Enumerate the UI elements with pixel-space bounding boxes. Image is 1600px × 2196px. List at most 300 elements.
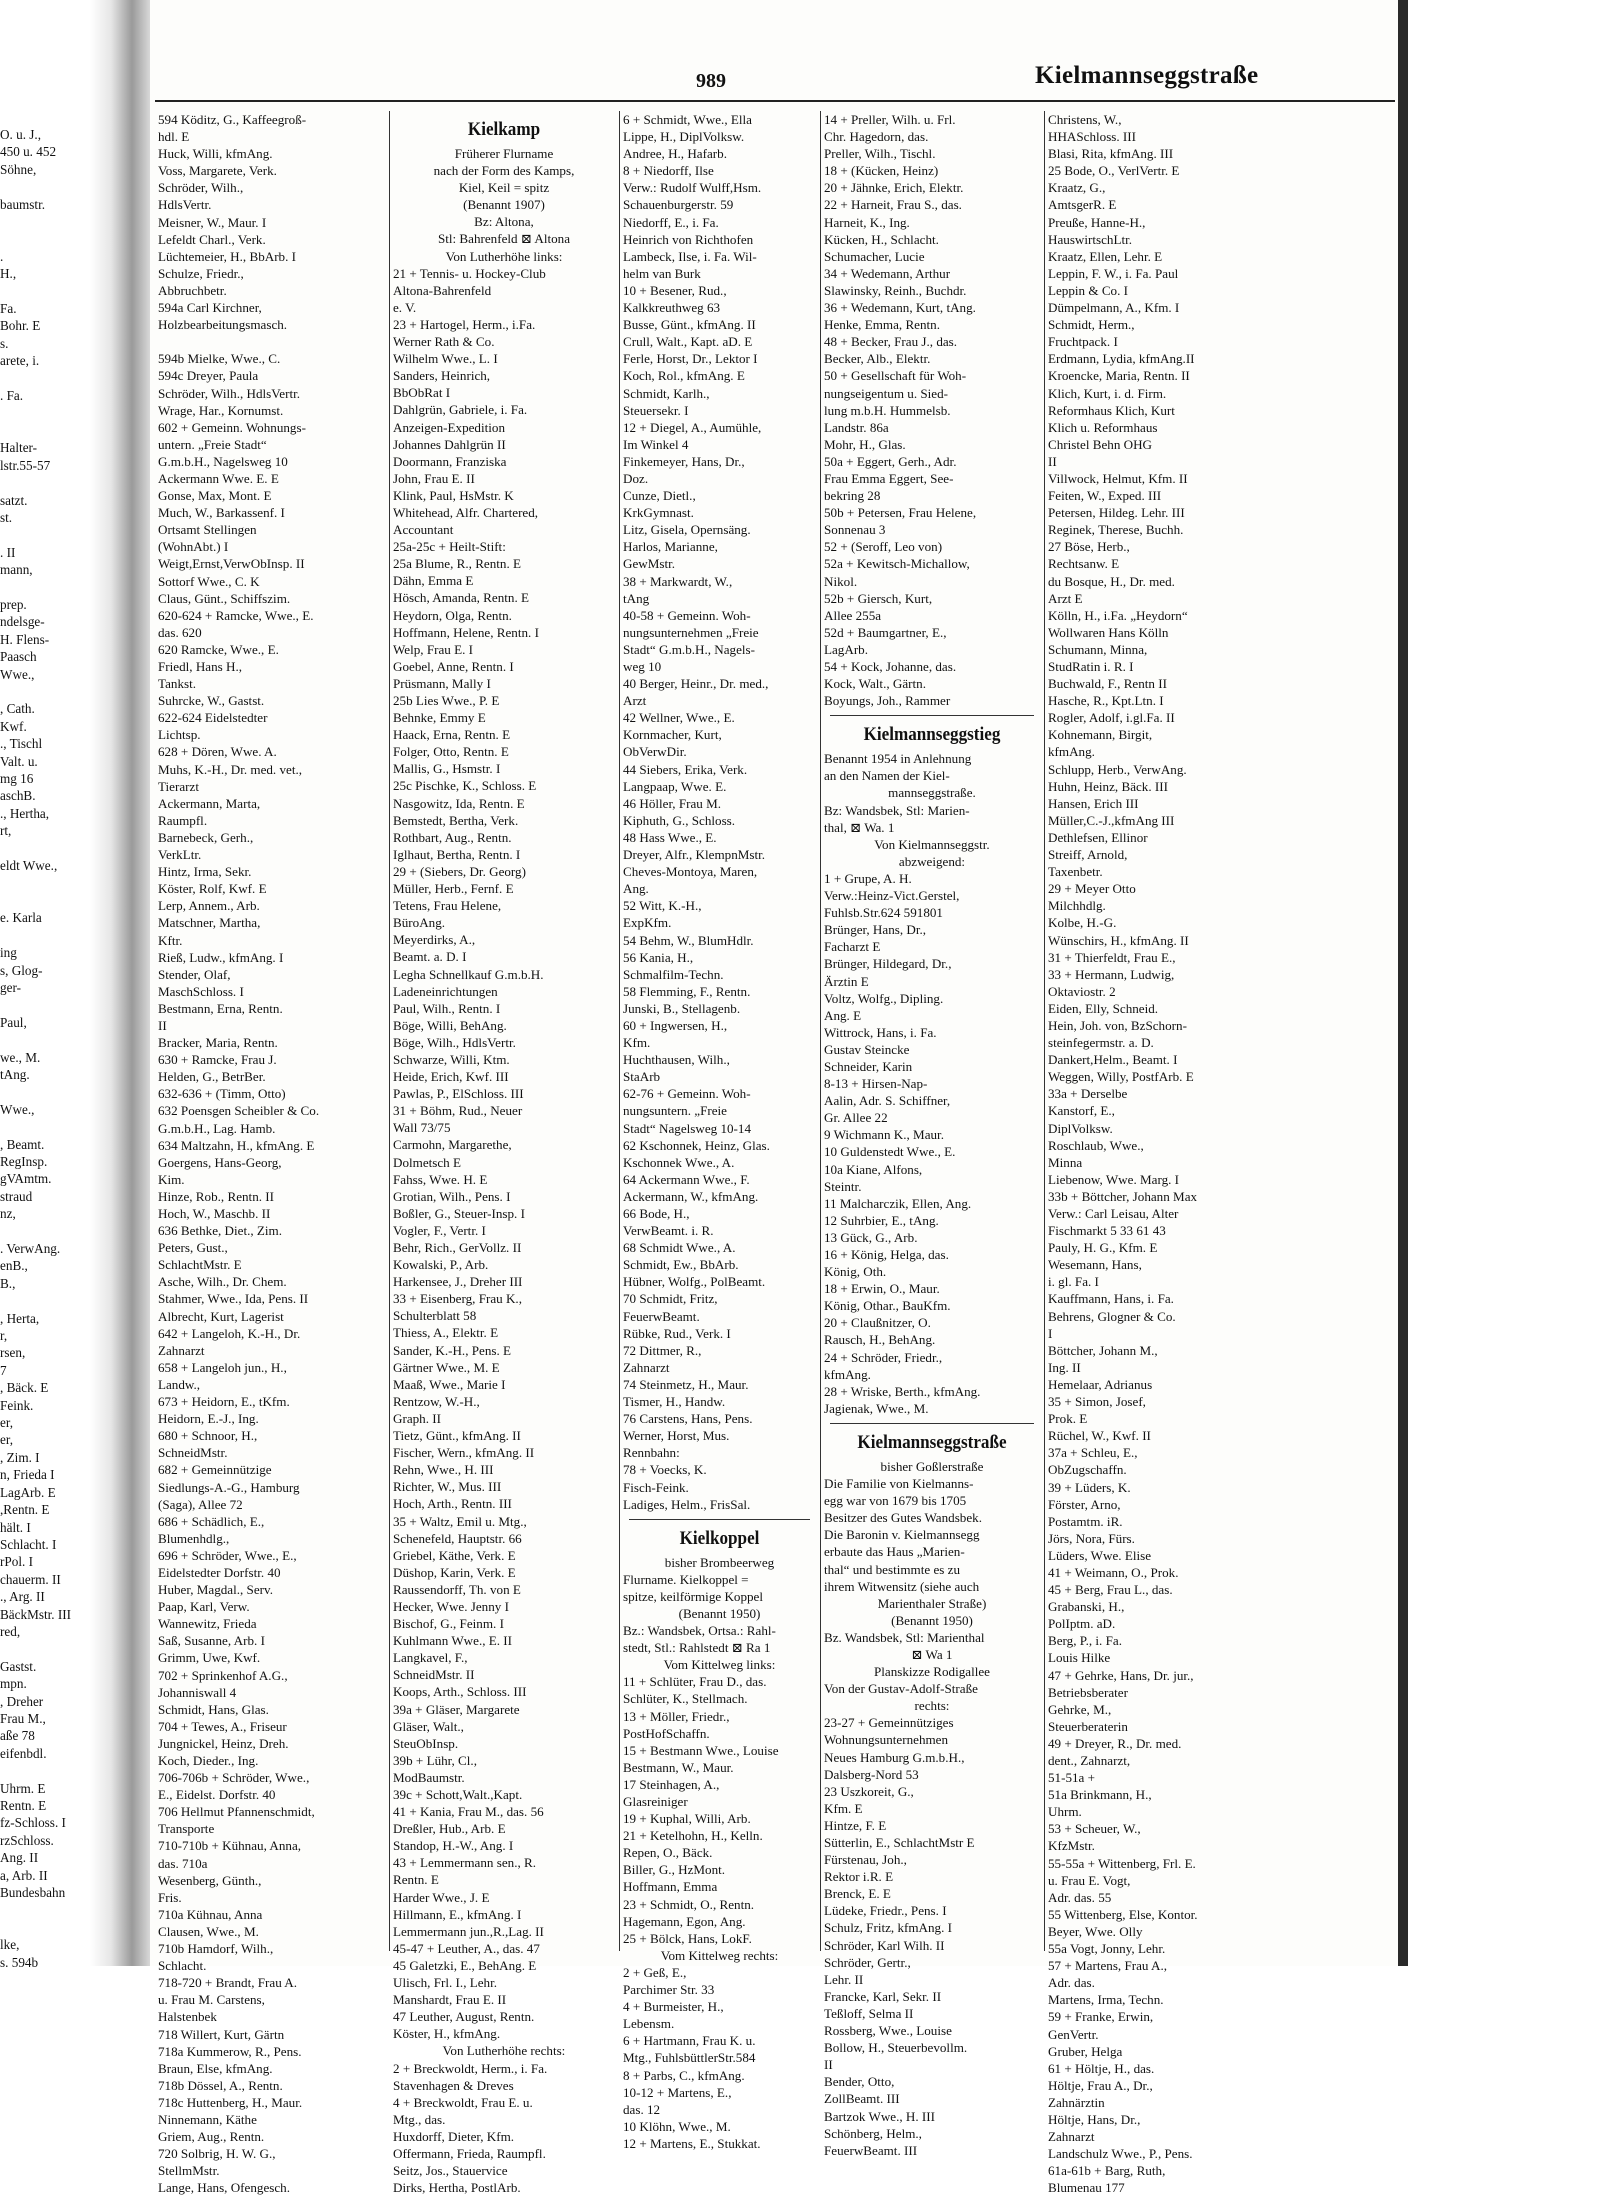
fragment-line: st. [0,509,13,525]
directory-entry: Berg, P., i. Fa. [1048,1633,1122,1649]
directory-entry: 33b + Böttcher, Johann Max [1048,1188,1198,1204]
street-note: rechts: [914,1698,950,1714]
directory-entry: 632-636 + (Timm, Otto) [158,1086,286,1102]
left-page-fragment [0,126,90,1970]
fragment-line [0,892,90,909]
directory-entry: 25 + Bölck, Hans, LokF. [623,1930,752,1946]
directory-entry: Wittrock, Hans, i. Fa. [824,1024,937,1040]
directory-entry: Hinze, Rob., Rentn. II [158,1188,275,1204]
directory-entry: Schmidt, Ew., BbArb. [623,1257,739,1273]
directory-entry: Steuerberaterin [1048,1718,1128,1734]
directory-entry: Jörs, Nora, Fürs. [1048,1530,1135,1546]
directory-entry: StudRatin i. R. I [1048,659,1134,674]
fragment-line: RegInsp. [0,1153,48,1169]
directory-entry: Kalkkreuthweg 63 [623,300,721,316]
fragment-line: Uhrm. E [0,1780,46,1796]
directory-entry: Ang. [623,881,649,897]
directory-entry: Becker, Alb., Elektr. [824,351,931,367]
directory-column-1 [158,111,384,2196]
fragment-line [0,1640,90,1657]
directory-entry: Gr. Allee 22 [824,1110,888,1126]
street-note: (Benannt 1950) [678,1605,761,1621]
directory-entry: Kornmacher, Kurt, [623,727,722,743]
directory-entry: 704 + Tewes, A., Friseur [158,1718,287,1734]
directory-entry: Seitz, Jos., Stauervice [393,2163,508,2179]
column-divider [820,111,821,1951]
directory-entry: Landstr. 86a [824,419,889,435]
directory-entry: Goergens, Hans-Georg, [158,1154,282,1170]
directory-entry: Heydorn, Olga, Rentn. [393,607,512,623]
directory-entry: Rüchel, W., Kwf. II [1048,1428,1151,1444]
directory-entry: spitze, keilförmige Koppel [623,1588,763,1604]
directory-entry: Richter, W., Mus. III [393,1479,502,1495]
directory-entry: 23 + Schmidt, O., Rentn. [623,1896,755,1912]
directory-entry: Klink, Paul, HsMstr. K [393,487,514,503]
directory-entry: Repen, O., Bäck. [623,1845,713,1861]
directory-entry: Matschner, Martha, [158,915,261,931]
fragment-line [0,840,90,857]
directory-entry: helm van Burk [623,265,701,281]
directory-entry: Fahss, Wwe. H. E [393,1171,488,1187]
directory-entry: Wilhelm Wwe., L. I [393,351,498,367]
directory-entry: Ferle, Horst, Dr., Lektor I [623,351,758,367]
directory-entry: Vogler, F., Vertr. I [393,1222,486,1238]
directory-entry: 15 + Bestmann Wwe., Louise [623,1742,779,1758]
fragment-line: Wwe., [0,666,35,682]
directory-entry: 642 + Langeloh, K.-H., Dr. [158,1325,301,1341]
directory-entry: steinfegermstr. a. D. [1048,1035,1154,1051]
directory-entry: 622-624 Eidelstedter [158,710,268,726]
directory-entry: 52a + Kewitsch-Michallow, [824,556,970,572]
directory-entry: 13 + Möller, Friedr., [623,1708,730,1724]
directory-entry: Petersen, Hildeg. Lehr. III [1048,505,1185,521]
fragment-line: mg 16 [0,771,34,787]
directory-entry: 710b Hamdorf, Wilh., [158,1941,274,1957]
street-note: Von Lutherhöhe rechts: [442,2043,566,2059]
directory-entry: Stavenhagen & Dreves [393,2077,514,2093]
directory-entry: 47 Leuther, August, Rentn. [393,2009,535,2025]
directory-entry: Im Winkel 4 [623,436,689,452]
directory-entry: 602 + Gemeinn. Wohnungs- [158,419,306,435]
directory-entry: Stadt“ G.m.b.H., Nagels- [623,641,756,657]
directory-entry: ObVerwDir. [623,744,687,760]
directory-entry: Haack, Erna, Rentn. E [393,727,511,743]
directory-entry: StaArb [623,1069,661,1085]
directory-entry: Henke, Emma, Rentn. [824,317,940,333]
directory-entry: 630 + Ramcke, Frau J. [158,1052,277,1068]
directory-entry: 33 + Eisenberg, Frau K., [393,1291,522,1307]
directory-entry: Wrage, Har., Kornumst. [158,402,284,418]
directory-entry: Huchthausen, Wilh., [623,1052,730,1068]
directory-entry: tAng [623,590,650,606]
fragment-line: BäckMstr. III [0,1606,72,1622]
directory-entry: Christens, W., [1048,112,1122,127]
directory-entry: Blumenau 177 [1048,2180,1125,2196]
directory-entry: Bz.: Wandsbek, Ortsa.: Rahl- [623,1623,776,1639]
directory-entry: Lüders, Wwe. Elise [1048,1547,1152,1563]
running-head: Kielmannseggstraße [1035,62,1259,89]
directory-entry: Kraatz, G., [1048,180,1106,196]
directory-entry: 39c + Schott,Walt.,Kapt. [393,1787,523,1802]
directory-entry: Heidorn, E.-J., Ing. [158,1411,259,1427]
directory-entry: Transporte [158,1821,215,1837]
directory-entry: Wesenberg, Günth., [158,1872,262,1888]
directory-entry: Fischer, Wern., kfmAng. II [393,1445,535,1461]
directory-entry: Rothbart, Aug., Rentn. [393,829,512,845]
fragment-line: er, [0,1415,14,1431]
directory-entry: 52b + Giersch, Kurt, [824,590,933,606]
directory-entry: Lüdeke, Friedr., Pens. I [824,1903,947,1919]
fragment-line: ing [0,945,17,961]
directory-entry: Saß, Susanne, Arb. I [158,1633,265,1649]
directory-entry: Dirks, Hertha, PostlArb. [393,2180,521,2196]
fragment-line: er, [0,1432,14,1448]
directory-entry: Much, W., Barkassenf. I [158,505,285,521]
book-gutter [90,0,150,1966]
fragment-line: s. 594b [0,1954,39,1970]
directory-entry: 45-47 + Leuther, A., das. 47 [393,1940,540,1956]
directory-entry: Lefeldt Charl., Verk. [158,231,266,247]
directory-entry: Köster, H., kfmAng. [393,2026,501,2042]
directory-entry: Martens, Irma, Techn. [1048,1992,1164,2008]
directory-entry: Hansen, Erich III [1048,795,1139,811]
page-number: 989 [696,70,726,92]
directory-entry: Benannt 1954 in Anlehnung [824,751,972,767]
directory-entry: Ing. II [1048,1359,1081,1375]
fragment-line [0,230,90,247]
directory-entry: Eiden, Elly, Schneid. [1048,1000,1159,1016]
directory-entry: Brünger, Hans, Dr., [824,922,927,938]
directory-entry: Oktaviostr. 2 [1048,983,1116,999]
directory-entry: 720 Solbrig, H. W. G., [158,2146,276,2162]
street-note: (Benannt 1950) [891,1612,973,1628]
directory-entry: Schwarze, Willi, Ktm. [393,1051,510,1067]
directory-entry: 25b Lies Wwe., P. E [393,693,500,708]
directory-entry: Muhs, K.-H., Dr. med. vet., [158,761,303,777]
section-rule [830,1423,1034,1424]
directory-entry: Gruber, Helga [1048,2043,1123,2059]
directory-entry: Voss, Margarete, Verk. [158,163,277,179]
directory-entry: 620-624 + Ramcke, Wwe., E. [158,607,314,623]
directory-entry: Kfm. E [824,1800,863,1816]
directory-entry: Klich u. Reformhaus [1048,419,1158,435]
directory-entry: G.m.b.H., Lag. Hamb. [158,1120,276,1136]
fragment-line: we., M. [0,1049,41,1065]
directory-entry: Koch, Dieder., Ing. [158,1753,259,1768]
street-note: (Benannt 1907) [463,197,545,213]
directory-entry: Koops, Arth., Schloss. III [393,1684,527,1700]
directory-entry: Koch, Rol., kfmAng. E [623,368,745,384]
directory-entry: Lange, Hans, Ofengesch. [158,2180,290,2196]
directory-entry: 4 + Breckwoldt, Frau E. u. [393,2094,533,2110]
directory-entry: Preuße, Hanne-H., [1048,214,1146,230]
directory-entry: Böge, Wilh., HdlsVertr. [393,1034,516,1050]
directory-entry: Ackermann, W., kfmAng. [623,1188,759,1204]
fragment-line [0,405,90,422]
fragment-line: mann, [0,562,33,578]
street-note: bisher Goßlerstraße [880,1458,984,1474]
directory-entry: Thiess, A., Elektr. E [393,1325,499,1341]
fragment-line: Söhne, [0,161,37,177]
directory-entry: Claus, Günt., Schiffszim. [158,590,291,606]
directory-entry: Rausch, H., BehAng. [824,1332,936,1348]
directory-entry: 8-13 + Hirsen-Nap- [824,1076,928,1092]
fragment-line: ., Hertha, [0,805,50,821]
directory-entry: Fürstenau, Joh., [824,1852,907,1868]
directory-entry: Lichtsp. [158,727,201,743]
directory-entry: Griem, Aug., Rentn. [158,2129,265,2145]
directory-entry: 61a-61b + Barg, Ruth, [1048,2163,1166,2179]
directory-entry: Adr. das. 55 [1048,1889,1112,1905]
directory-entry: Tetens, Frau Helene, [393,898,502,914]
street-note: nach der Form des Kamps, [433,163,575,179]
directory-entry: 594b Mielke, Wwe., C. [158,351,281,367]
fragment-line: red, [0,1623,21,1639]
fragment-line: gVAmtm. [0,1171,52,1187]
directory-entry: 25c Pischke, K., Schloss. E [393,778,537,794]
street-note: bisher Brombeerweg [664,1554,775,1570]
directory-entry: Stadt“ Nagelsweg 10-14 [623,1120,751,1136]
directory-entry: Feiten, W., Exped. III [1048,488,1162,504]
directory-entry: Wannewitz, Frieda [158,1616,257,1632]
directory-entry: Clausen, Wwe., M. [158,1923,259,1939]
directory-entry: 8 + Parbs, C., kfmAng. [623,2067,745,2083]
fragment-line: Bohr. E [0,318,41,334]
fragment-line: Kwf. [0,718,27,734]
directory-entry: Landschulz Wwe., P., Pens. [1048,2146,1193,2162]
directory-entry: Helden, G., BetrBer. [158,1069,266,1085]
directory-entry: Doormann, Franziska [393,453,507,469]
directory-entry: Grabanski, H., [1048,1599,1125,1615]
directory-entry: Asche, Wilh., Dr. Chem. [158,1274,287,1290]
directory-entry: Hecker, Wwe. Jenny I [393,1598,509,1614]
directory-entry: 51a Brinkmann, H., [1048,1787,1152,1803]
directory-entry: Huhn, Heinz, Bäck. III [1048,778,1168,794]
directory-entry: Crull, Walt., Kapt. aD. E [623,334,753,350]
fragment-line: Gastst. [0,1658,37,1674]
directory-entry: 718b Dössel, A., Rentn. [158,2077,283,2093]
fragment-line: nz, [0,1206,16,1222]
directory-entry: ModBaumstr. [393,1769,465,1785]
directory-entry: 40-58 + Gemeinn. Woh- [623,607,751,623]
directory-entry: Preller, Wilh., Tischl. [824,146,936,162]
section-rule [629,1519,810,1520]
directory-entry: Lemmermann jun.,R.,Lag. II [393,1923,544,1939]
directory-entry: ObZugschaffn. [1048,1462,1127,1478]
directory-entry: Dreßler, Hub., Arb. E [393,1821,506,1837]
directory-entry: Iglhaut, Bertha, Rentn. I [393,846,521,862]
directory-entry: Schulz, Fritz, kfmAng. I [824,1920,953,1936]
directory-entry: 41 + Kania, Frau M., das. 56 [393,1804,544,1820]
directory-entry: 60 + Ingwersen, H., [623,1017,728,1033]
directory-entry: Sonnenau 3 [824,522,886,538]
directory-entry: Liebenow, Wwe. Marg. I [1048,1171,1180,1187]
directory-entry: Rentzow, W.-H., [393,1393,480,1409]
directory-entry: Christel Behn OHG [1048,436,1153,452]
directory-entry: (Saga), Allee 72 [158,1496,243,1512]
directory-entry: Klich, Kurt, i. d. Firm. [1048,385,1167,401]
directory-entry: Huck, Willi, kfmAng. [158,146,273,162]
directory-entry: Bollow, H., Steuerbevollm. [824,2040,968,2056]
directory-entry: Huber, Magdal., Serv. [158,1582,273,1598]
fragment-line: aße 78 [0,1728,35,1744]
directory-entry: 35 + Waltz, Emil u. Mtg., [393,1513,527,1529]
directory-entry: Dahlgrün, Gabriele, i. Fa. [393,402,528,418]
fragment-line: a, Arb. II [0,1867,48,1883]
fragment-line: mpn. [0,1676,27,1692]
directory-entry: Hoffmann, Helene, Rentn. I [393,624,539,640]
directory-entry: GenVertr. [1048,2026,1099,2042]
directory-entry: Wollwaren Hans Kölln [1048,624,1169,640]
directory-entry: Siedlungs-A.-G., Hamburg [158,1479,300,1495]
directory-entry: Boßler, G., Steuer-Insp. I [393,1205,525,1221]
directory-entry: dent., Zahnarzt, [1048,1753,1131,1768]
fragment-line: . VerwAng. [0,1241,61,1256]
fragment-line: . Fa. [0,388,24,404]
directory-entry: Hübner, Wolfg., PolBeamt. [623,1274,766,1290]
fragment-line: rzSchloss. [0,1832,54,1848]
directory-entry: Steintr. [824,1178,862,1194]
directory-entry: Schulze, Friedr., [158,265,244,281]
directory-entry: Johanniswall 4 [158,1684,237,1700]
fragment-line: . II [0,544,16,560]
directory-entry: thal, ⊠ Wa. 1 [824,819,895,835]
directory-entry: II [1048,453,1057,469]
directory-entry: 4 + Burmeister, H., [623,1999,724,2015]
directory-entry: 13 Gück, G., Arb. [824,1229,918,1245]
directory-entry: das. 12 [623,2101,661,2117]
directory-entry: 56 Kania, H., [623,949,694,965]
directory-entry: Blumenhdlg., [158,1530,230,1546]
directory-entry: Bischof, G., Feinm. I [393,1616,504,1632]
fragment-line [0,927,90,944]
directory-entry: das. 710a [158,1855,208,1871]
fragment-line: Rentn. E [0,1798,47,1813]
directory-entry: Besitzer des Gutes Wandsbek. [824,1510,982,1526]
directory-column-4 [824,111,1040,2158]
directory-column-5 [1048,111,1392,2196]
directory-entry: 658 + Langeloh jun., H., [158,1359,287,1375]
column-divider [389,111,390,1951]
directory-entry: Schröder, Karl Wilh. II [824,1937,945,1953]
fragment-line [0,579,90,596]
directory-entry: Andree, H., Hafarb. [623,146,727,162]
directory-entry: Paul, Wilh., Rentn. I [393,1000,501,1016]
directory-entry: 43 + Lemmermann sen., R. [393,1855,537,1871]
street-heading: Kielkamp [467,119,541,140]
directory-entry: Schauenburgerstr. 59 [623,197,734,213]
directory-entry: Blasi, Rita, kfmAng. III [1048,146,1174,162]
directory-entry: 36 + Wedemann, Kurt, tAng. [824,300,976,316]
street-note: Bz: Altona, [474,214,534,230]
directory-entry: 594 Köditz, G., Kaffeegroß- [158,112,307,127]
directory-entry: 53 + Scheuer, W., [1048,1821,1141,1837]
fragment-line: H., [0,266,17,282]
directory-entry: Mallis, G., Hsmstr. I [393,761,501,777]
directory-entry: 706 Hellmut Pfannenschmidt, [158,1804,315,1820]
directory-entry: 682 + Gemeinnützige [158,1462,272,1478]
directory-entry: Beamt. a. D. I [393,949,467,965]
directory-entry: Friedl, Hans H., [158,659,243,674]
directory-entry: Flurname. Kielkoppel = [623,1571,749,1587]
directory-entry: Köster, Rolf, Kwf. E [158,881,267,897]
fragment-line: . [0,248,4,264]
directory-entry: Holzbearbeitungsmasch. [158,317,288,333]
directory-entry: Bestmann, Erna, Rentn. [158,1000,283,1016]
directory-entry: 50a + Eggert, Gerh., Adr. [824,453,957,469]
directory-entry: Fruchtpack. I [1048,334,1118,350]
fragment-line: prep. [0,596,27,612]
directory-entry: Accountant [393,522,454,538]
directory-entry: Heide, Erich, Kwf. III [393,1069,509,1085]
directory-entry: Kraatz, Ellen, Lehr. E [1048,248,1163,264]
directory-entry: Villwock, Helmut, Kfm. II [1048,470,1188,486]
directory-entry: Abbruchbetr. [158,282,227,298]
directory-entry: Böge, Willi, BehAng. [393,1017,507,1033]
fragment-line: enB., [0,1258,28,1274]
directory-entry: 72 Dittmer, R., [623,1342,702,1358]
directory-entry: Schmalfilm-Techn. [623,966,724,982]
fragment-line [0,370,90,387]
directory-entry: Erdmann, Lydia, kfmAng.II [1048,351,1195,367]
directory-entry: Hoch, W., Maschb. II [158,1206,271,1221]
directory-entry: Frau Emma Eggert, See- [824,470,954,486]
directory-entry: Kim. [158,1171,185,1187]
directory-entry: 41 + Weimann, O., Prok. [1048,1564,1179,1580]
directory-entry: Streiff, Arnold, [1048,847,1128,863]
directory-entry: hdl. E [158,129,190,145]
directory-entry: FeuerwBeamt. III [824,2142,918,2158]
directory-entry: Lerp, Annem., Arb. [158,898,260,914]
directory-entry: Tismer, H., Handw. [623,1394,726,1410]
fragment-line: Halter- [0,440,38,456]
directory-entry: 702 + Sprinkenhof A.G., [158,1667,288,1683]
directory-entry: Francke, Karl, Sekr. II [824,1988,942,2004]
directory-entry: 18 + (Kücken, Heinz) [824,163,939,179]
directory-entry: Dalsberg-Nord 53 [824,1766,919,1782]
directory-entry: 64 Ackermann Wwe., F. [623,1171,750,1187]
directory-entry: Jungnickel, Heinz, Dreh. [158,1735,289,1751]
directory-entry: Kauffmann, Hans, i. Fa. [1048,1291,1174,1307]
directory-entry: Behrens, Glogner & Co. [1048,1308,1176,1324]
directory-entry: Rieß, Ludw., kfmAng. I [158,949,284,965]
directory-entry: Kanstorf, E., [1048,1103,1115,1119]
directory-entry: Roschlaub, Wwe., [1048,1137,1144,1153]
directory-entry: 696 + Schröder, Wwe., E., [158,1547,297,1563]
directory-entry: untern. „Freie Stadt“ [158,436,267,452]
directory-entry: 22 + Harneit, Frau S., das. [824,197,962,213]
directory-column-2 [393,111,615,2196]
fragment-line: H. Flens- [0,631,50,647]
directory-entry: Schlupp, Herb., VerwAng. [1048,761,1187,777]
directory-entry: 16 + König, Helga, das. [824,1247,949,1262]
directory-entry: Langpaap, Wwe. E. [623,778,727,794]
directory-entry: 718-720 + Brandt, Frau A. [158,1975,298,1991]
directory-entry: Finkemeyer, Hans, Dr., [623,453,745,469]
directory-entry [158,333,384,350]
directory-entry: Kiphuth, G., Schloss. [623,812,736,828]
street-heading: Kielmannseggstraße [857,1431,1007,1453]
directory-entry: Neues Hamburg G.m.b.H., [824,1749,965,1765]
directory-entry: 10 Klöhn, Wwe., M. [623,2118,731,2134]
directory-entry: Schmidt, Herm., [1048,317,1135,333]
directory-entry: Brenck, E. E [824,1886,891,1902]
directory-entry: nungsunternehmen „Freie [623,624,759,640]
directory-entry: 6 + Hartmann, Frau K. u. [623,2033,756,2049]
directory-entry: Leppin, F. W., i. Fa. Paul [1048,265,1179,281]
directory-entry: Biller, G., HzMont. [623,1862,726,1878]
directory-entry: König, Oth. [824,1264,887,1280]
